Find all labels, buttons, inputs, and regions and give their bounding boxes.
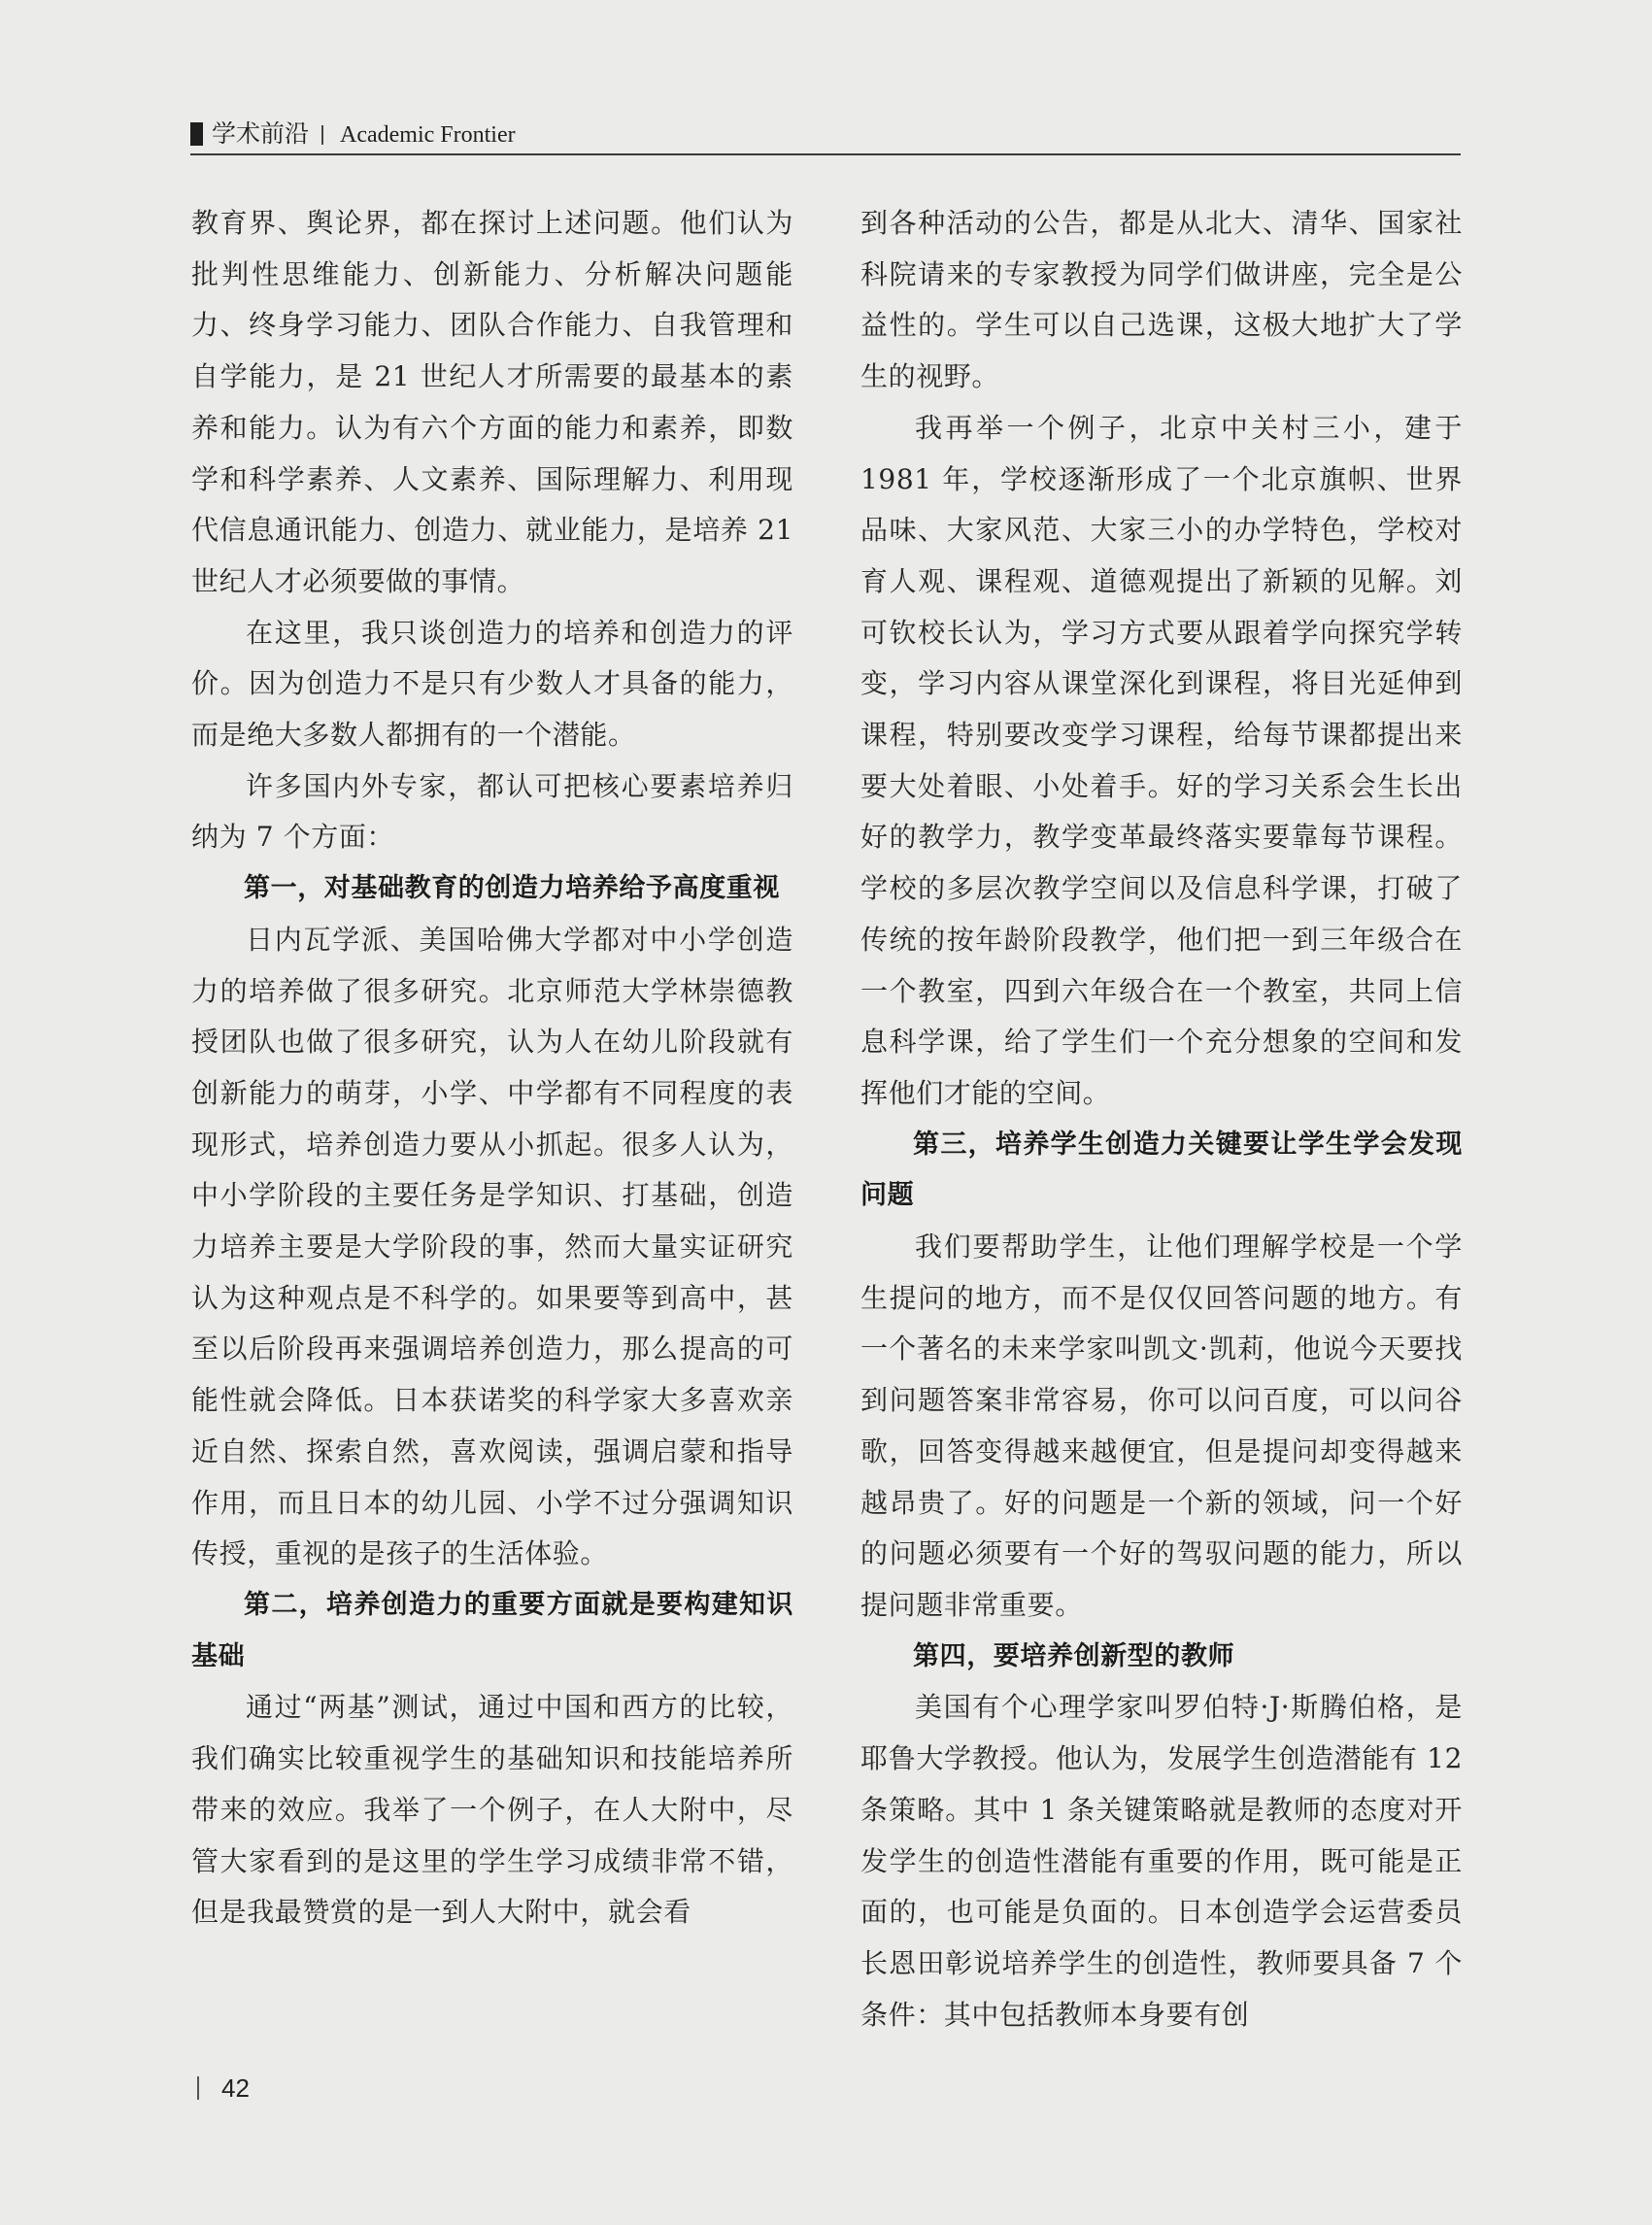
body-paragraph: 美国有个心理学家叫罗伯特·J·斯腾伯格，是耶鲁大学教授。他认为，发展学生创造潜能有 12 条策略。其中 1 条关键策略就是教师的态度对开发学生的创造性潜能有重要的作用，既可能是正面的，也可能是负面的。日本创造学会运营委员长恩田彰说培养学生的创造性，教师要具备 7 个条件：其中包括教师本身要有创 bbox=[860, 1691, 1463, 2031]
body-paragraph: 在这里，我只谈创造力的培养和创造力的评价。因为创造力不是只有少数人才具备的能力，而是绝大多数人都拥有的一个潜能。 bbox=[191, 616, 793, 752]
section-heading: 第一，对基础教育的创造力培养给予高度重视 bbox=[244, 873, 780, 904]
right-text-column bbox=[860, 198, 1463, 2040]
left-text-column bbox=[191, 198, 793, 1938]
section-title-chinese: 学术前沿 bbox=[212, 119, 310, 148]
body-paragraph: 我再举一个例子，北京中关村三小，建于 1981 年，学校逐渐形成了一个北京旗帜、世界品味、大家风范、大家三小的办学特色，学校对育人观、课程观、道德观提出了新颖的见解。刘可钦校长认为，学习方式要从跟着学向探究学转变，学习内容从课堂深化到课程，将目光延伸到课程，特别要改变学习课程，给每节课都提出来要大处着眼、小处着手。好的学习关系会生长出好的教学力，教学变革最终落实要靠每节课程。学校的多层次教学空间以及信息科学课，打破了传统的按年龄阶段教学，他们把一到三年级合在一个教室，四到六年级合在一个教室，共同上信息科学课，给了学生们一个充分想象的空间和发挥他们才能的空间。 bbox=[860, 411, 1463, 1109]
body-paragraph: 通过“两基”测试，通过中国和西方的比较，我们确实比较重视学生的基础知识和技能培养所带来的效应。我举了一个例子，在人大附中，尽管大家看到的是这里的学生学习成绩非常不错，但是我最赞赏的是一到人大附中，就会看 bbox=[191, 1691, 793, 1929]
page-number: 42 bbox=[221, 2073, 250, 2103]
running-header bbox=[190, 118, 1461, 155]
body-paragraph: 我们要帮助学生，让他们理解学校是一个学生提问的地方，而不是仅仅回答问题的地方。有一个著名的未来学家叫凯文·凯莉，他说今天要找到问题答案非常容易，你可以问百度，可以问谷歌，回答变得越来越便宜，但是提问却变得越来越昂贵了。好的问题是一个新的领域，问一个好的问题必须要有一个好的驾驭问题的能力，所以提问题非常重要。 bbox=[860, 1230, 1463, 1621]
section-heading: 第四，要培养创新型的教师 bbox=[913, 1640, 1235, 1671]
body-paragraph: 日内瓦学派、美国哈佛大学都对中小学创造力的培养做了很多研究。北京师范大学林崇德教授团队也做了很多研究，认为人在幼儿阶段就有创新能力的萌芽，小学、中学都有不同程度的表现形式，培养创造力要从小抓起。很多人认为，中小学阶段的主要任务是学知识、打基础，创造力培养主要是大学阶段的事，然而大量实证研究认为这种观点是不科学的。如果要等到高中，甚至以后阶段再来强调培养创造力，那么提高的可能性就会降低。日本获诺奖的科学家大多喜欢亲近自然、探索自然，喜欢阅读，强调启蒙和指导作用，而且日本的幼儿园、小学不过分强调知识传授，重视的是孩子的生活体验。 bbox=[191, 923, 793, 1570]
body-paragraph: 教育界、舆论界，都在探讨上述问题。他们认为批判性思维能力、创新能力、分析解决问题能力、终身学习能力、团队合作能力、自我管理和自学能力，是 21 世纪人才所需要的最基本的素养和能力。认为有六个方面的能力和素养，即数学和科学素养、人文素养、国际理解力、利用现代信息通讯能力、创造力、就业能力，是培养 21 世纪人才必须要做的事情。 bbox=[191, 207, 793, 597]
body-paragraph: 到各种活动的公告，都是从北大、清华、国家社科院请来的专家教授为同学们做讲座，完全是公益性的。学生可以自己选课，这极大地扩大了学生的视野。 bbox=[860, 207, 1463, 393]
header-block-mark bbox=[190, 122, 203, 146]
section-title-english: Academic Frontier bbox=[340, 122, 516, 148]
section-heading: 第二，培养创造力的重要方面就是要构建知识基础 bbox=[191, 1589, 793, 1671]
section-heading: 第三，培养学生创造力关键要让学生学会发现问题 bbox=[860, 1129, 1463, 1211]
body-paragraph: 许多国内外专家，都认可把核心要素培养归纳为 7 个方面： bbox=[191, 769, 793, 854]
header-separator bbox=[321, 125, 323, 145]
footer-separator bbox=[197, 2076, 199, 2100]
